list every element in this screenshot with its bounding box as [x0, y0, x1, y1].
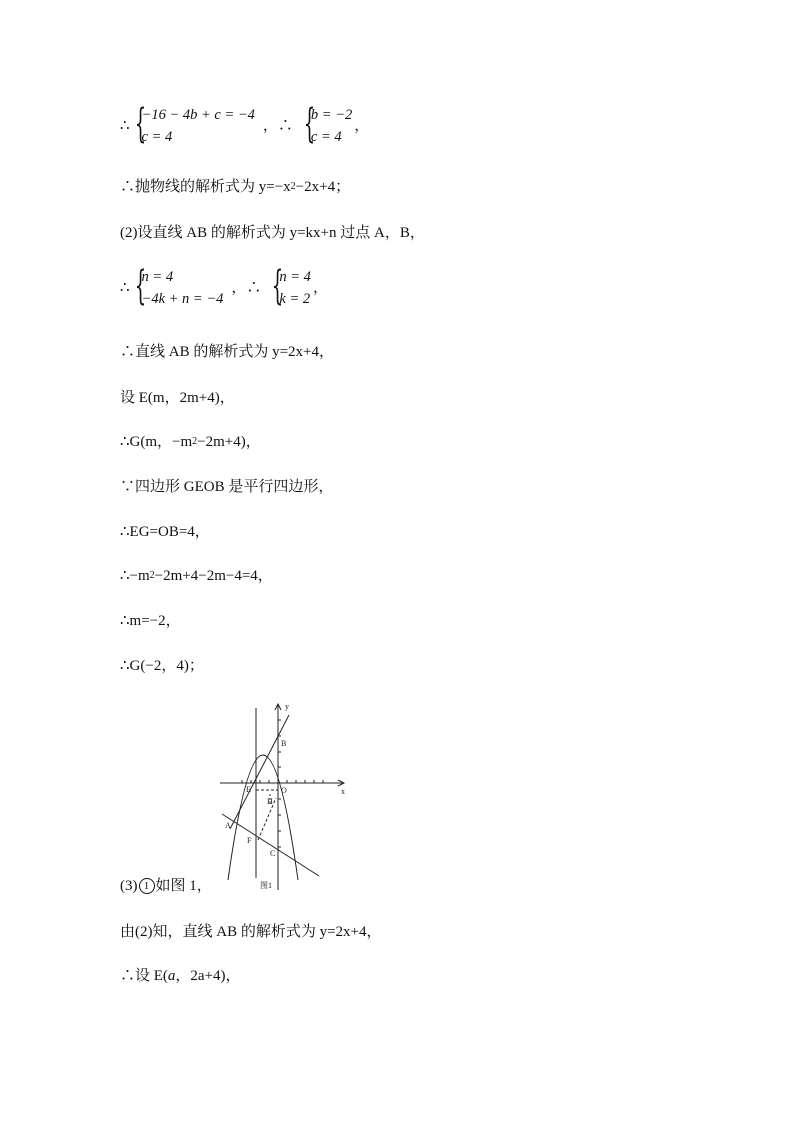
therefore-symbol: ∴ [120, 280, 130, 296]
text-line-12: ∴G(−2，4)； [120, 658, 204, 674]
label-B: B [281, 739, 287, 748]
separator: ，∴ [231, 280, 262, 296]
equation-system-4: { n = 4 k = 2 [272, 263, 311, 309]
text-line-9: ∴EG=OB=4， [120, 524, 210, 540]
equation-line-1 [120, 101, 370, 148]
label-O: O [281, 786, 287, 795]
text-line-7: ∴G(m，−m 2 −2m+4)， [120, 434, 261, 450]
parabola-curve [228, 755, 298, 880]
system-row: −16 − 4b + c = −4 [141, 107, 255, 123]
figure-1 [218, 700, 348, 897]
text-line-10: ∴−m 2 −2m+4−2m−4=4， [120, 568, 273, 584]
equation-system-3: { n = 4 −4k + n = −4 [134, 263, 224, 309]
label-E: E [246, 785, 251, 794]
system-row: c = 4 [141, 129, 173, 145]
system-row: b = −2 [310, 107, 353, 123]
line-AC [222, 814, 319, 876]
text-line-8: ∵四边形 GEOB 是平行四边形， [120, 479, 334, 495]
label-y: y [285, 702, 289, 711]
system-row: n = 4 [141, 269, 174, 285]
text-line-13: (3) 1 如图 1， [120, 878, 212, 894]
system-row: −4k + n = −4 [141, 291, 224, 307]
text-line-6: 设 E(m，2m+4)， [120, 390, 235, 406]
text-line-15: ∴设 E( a ，2a+4)， [120, 968, 241, 984]
separator: ，∴ [262, 118, 293, 134]
label-H: H [267, 797, 273, 806]
equation-system-1: { −16 − 4b + c = −4 c = 4 [134, 101, 255, 147]
text-line-14: 由(2)知，直线 AB 的解析式为 y=2x+4， [120, 924, 382, 940]
geometry-figure [218, 700, 348, 892]
system-row: k = 2 [279, 291, 311, 307]
system-row: n = 4 [279, 269, 311, 285]
line-end: ， [312, 280, 328, 296]
equation-system-2: { b = −2 c = 4 [303, 101, 353, 147]
label-x: x [341, 787, 345, 796]
line-end: ， [354, 118, 370, 134]
label-A: A [225, 821, 231, 830]
text-line-2: ∴抛物线的解析式为 y=−x 2 −2x+4； [120, 179, 351, 195]
text-line-5: ∴直线 AB 的解析式为 y=2x+4， [120, 344, 335, 360]
figure-caption: 图1 [260, 881, 272, 890]
therefore-symbol: ∴ [120, 118, 130, 134]
equation-line-4 [120, 263, 328, 310]
system-row: c = 4 [310, 129, 342, 145]
label-F: F [247, 836, 252, 845]
line-AB [230, 715, 289, 829]
circled-number: 1 [139, 878, 155, 894]
label-C: C [270, 849, 276, 858]
text-line-3: (2)设直线 AB 的解析式为 y=kx+n 过点 A，B， [120, 225, 425, 241]
text-line-11: ∴m=−2， [120, 613, 181, 629]
